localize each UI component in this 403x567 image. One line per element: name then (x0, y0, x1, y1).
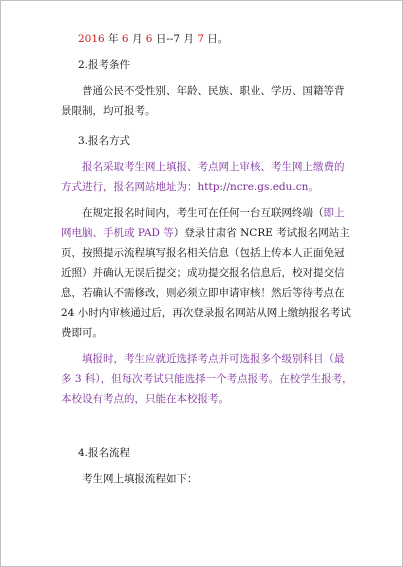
date-year: 2016 (78, 33, 105, 45)
section-2-heading: 2.报考条件 (78, 59, 131, 71)
date-month1: 6 (121, 33, 129, 45)
section-4-body: 考生网上填报流程如下： (82, 473, 198, 485)
section-4-heading: 4.报名流程 (78, 447, 131, 459)
date-day1: 6 (145, 33, 153, 45)
date-mid: 日--7 月 (152, 33, 198, 45)
page-content (61, 29, 353, 489)
date-end: 日。 (203, 33, 229, 45)
section-3-para-2-devices: 即上网电脑、手机或 PAD 等 (61, 207, 345, 239)
section-2-body: 普通公民不受性别、年龄、民族、职业、学历、国籍等背景限制，均可报考。 (61, 85, 345, 117)
date-line (61, 29, 353, 49)
section-3-para-2-lead: 在规定报名时间内，考生可在任何一台互联网终端（ (82, 207, 324, 219)
section-3-para-1: 报名采取考生网上填报、考点网上审核、考生网上缴费的方式进行，报名网站地址为：http://ncre.gs.edu.cn。 (61, 161, 345, 193)
section-3-para-3: 填报时，考生应就近选择考点并可选报多个级别科目（最多 3 科），但每次考试只能选择一个考点报考。在校学生报考，本校设有考点的，只能在本校报考。 (61, 353, 353, 405)
date-month1-unit: 月 (128, 33, 146, 45)
date-day2: 7 (197, 33, 204, 45)
section-3-heading: 3.报名方式 (78, 135, 131, 147)
section-3-para-2-rest: ）登录甘肃省 NCRE 考试报名网站主页，按照提示流程填写报名相关信息（包括上传本人正面免冠近照）并确认无误后提交；成功提交报名信息后，校对提交信息，若确认不需修改，则必须立即申请审核！然后等待考点在 24 小时内审核通过后，再次登录报名网站从网上缴纳报名考试费即可。 (61, 227, 351, 339)
date-year-unit: 年 (104, 33, 122, 45)
section-3-para-2 (61, 203, 353, 343)
